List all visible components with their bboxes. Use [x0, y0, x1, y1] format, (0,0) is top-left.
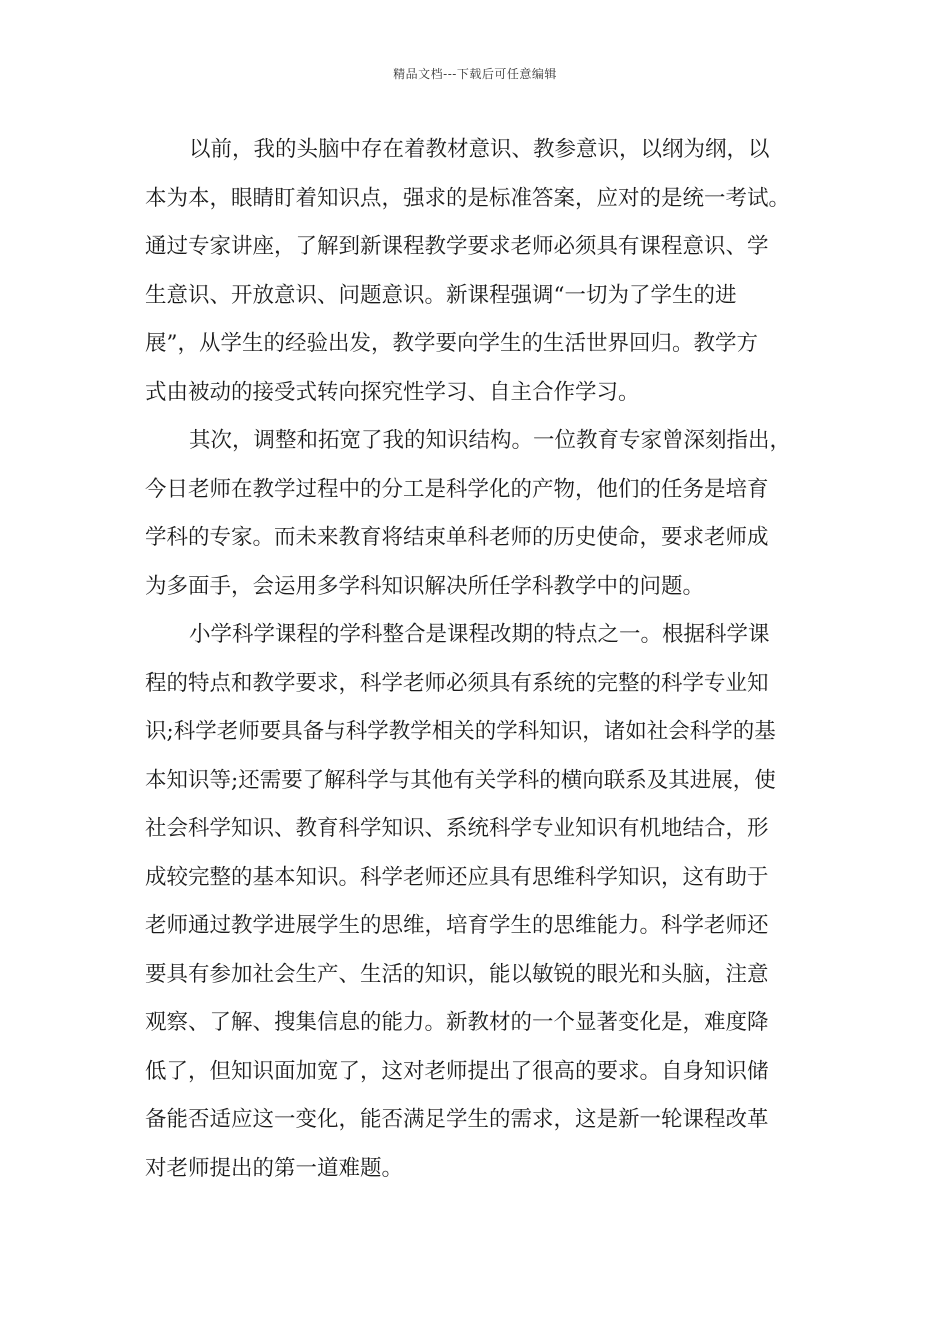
- text-line: 通过专家讲座，了解到新课程教学要求老师必须具有课程意识、学: [145, 234, 769, 259]
- text-line: 式由被动的接受式转向探究性学习、自主合作学习。: [145, 379, 640, 405]
- text-line: 以前，我的头脑中存在着教材意识、教参意识，以纲为纲，以: [189, 137, 770, 162]
- text-line: 本为本，眼睛盯着知识点，强求的是标准答案，应对的是统一考试。: [145, 185, 791, 211]
- text-line: 低了，但知识面加宽了，这对老师提出了很高的要求。自身知识储: [145, 1058, 769, 1084]
- document-body: [145, 126, 825, 1193]
- text-line: 成较完整的基本知识。科学老师还应具有思维科学知识，这有助于: [145, 864, 769, 890]
- text-line: 要具有参加社会生产、生活的知识，能以敏锐的眼光和头脑，注意: [145, 961, 769, 987]
- text-line: 其次，调整和拓宽了我的知识结构。一位教育专家曾深刻指出，: [189, 428, 792, 453]
- text-line: 为多面手，会运用多学科知识解决所任学科教学中的问题。: [145, 573, 705, 599]
- text-line: 本知识等;还需要了解科学与其他有关学科的横向联系及其进展，使: [145, 767, 776, 793]
- text-line: 观察、了解、搜集信息的能力。新教材的一个显著变化是，难度降: [145, 1010, 769, 1035]
- text-line: 对老师提出的第一道难题。: [145, 1155, 404, 1181]
- page-header: 精品文档---下载后可任意编辑: [393, 67, 557, 81]
- text-line: 展”，从学生的经验出发，教学要向学生的生活世界回归。教学方: [145, 331, 758, 356]
- text-line: 今日老师在教学过程中的分工是科学化的产物，他们的任务是培育: [145, 476, 769, 502]
- text-line: 学科的专家。而未来教育将结束单科老师的历史使命，要求老师成: [145, 525, 769, 550]
- text-line: 识;科学老师要具备与科学教学相关的学科知识，诸如社会科学的基: [145, 719, 776, 744]
- text-line: 老师通过教学进展学生的思维，培育学生的思维能力。科学老师还: [145, 913, 769, 938]
- text-line: 生意识、开放意识、问题意识。新课程强调“一切为了学生的进: [145, 282, 737, 308]
- paragraph-2: [145, 417, 825, 611]
- paragraph-1: [145, 126, 825, 417]
- paragraph-3: [145, 611, 825, 1193]
- text-line: 程的特点和教学要求，科学老师必须具有系统的完整的科学专业知: [145, 670, 769, 696]
- text-line: 备能否适应这一变化，能否满足学生的需求，这是新一轮课程改革: [145, 1107, 769, 1132]
- text-line: 小学科学课程的学科整合是课程改期的特点之一。根据科学课: [189, 622, 770, 647]
- text-line: 社会科学知识、教育科学知识、系统科学专业知识有机地结合，形: [145, 816, 769, 841]
